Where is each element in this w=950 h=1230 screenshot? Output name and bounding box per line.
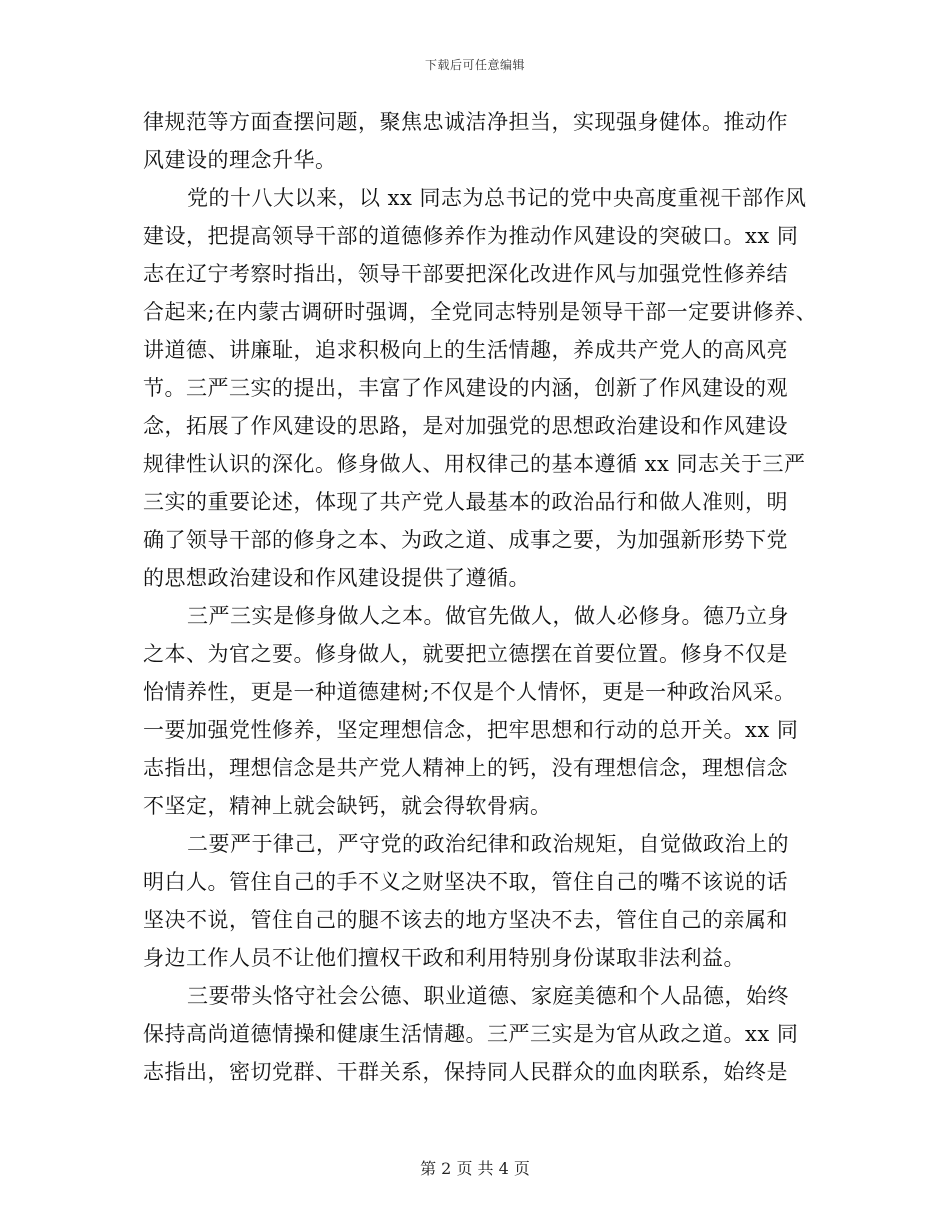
page-header: 下载后可任意编辑 — [424, 58, 525, 72]
text-line: 之本、为官之要。修身做人，就要把立德摆在首要位置。修身不仅是 — [143, 642, 788, 666]
text-line: 合起来;在内蒙古调研时强调，全党同志特别是领导干部一定要讲修养、 — [143, 300, 818, 324]
text-line: 坚决不说，管住自己的腿不该去的地方坚决不去，管住自己的亲属和 — [143, 908, 788, 932]
text-line: 念，拓展了作风建设的思路，是对加强党的思想政治建设和作风建设 — [143, 414, 788, 438]
text-line: 志指出，理想信念是共产党人精神上的钙，没有理想信念，理想信念 — [143, 756, 788, 780]
text-line: 节。三严三实的提出，丰富了作风建设的内涵，创新了作风建设的观 — [143, 376, 788, 400]
text-line: 规律性认识的深化。修身做人、用权律己的基本遵循 xx 同志关于三严 — [143, 452, 806, 476]
page-footer: 第 2 页 共 4 页 — [420, 1159, 530, 1178]
text-line: 三严三实是修身做人之本。做官先做人，做人必修身。德乃立身 — [187, 604, 789, 628]
text-line: 志指出，密切党群、干群关系，保持同人民群众的血肉联系，始终是 — [143, 1060, 788, 1084]
text-line: 的思想政治建设和作风建设提供了遵循。 — [143, 566, 530, 590]
text-line: 不坚定，精神上就会缺钙，就会得软骨病。 — [143, 794, 552, 818]
text-line: 确了领导干部的修身之本、为政之道、成事之要，为加强新形势下党 — [143, 528, 788, 552]
text-line: 二要严于律己，严守党的政治纪律和政治规矩，自觉做政治上的 — [187, 832, 789, 856]
document-body — [143, 103, 818, 1091]
text-line: 身边工作人员不让他们擅权干政和利用特别身份谋取非法利益。 — [143, 946, 745, 970]
text-line: 一要加强党性修养，坚定理想信念，把牢思想和行动的总开关。xx 同 — [143, 718, 799, 742]
text-line: 三实的重要论述，体现了共产党人最基本的政治品行和做人准则，明 — [143, 490, 788, 514]
text-line: 风建设的理念升华。 — [143, 148, 337, 172]
text-line: 建设，把提高领导干部的道德修养作为推动作风建设的突破口。xx 同 — [143, 224, 799, 248]
text-line: 志在辽宁考察时指出，领导干部要把深化改进作风与加强党性修养结 — [143, 262, 788, 286]
text-line: 明白人。管住自己的手不义之财坚决不取，管住自己的嘴不该说的话 — [143, 870, 788, 894]
text-line: 怡情养性，更是一种道德建树;不仅是个人情怀，更是一种政治风采。 — [143, 680, 796, 704]
text-line: 律规范等方面查摆问题，聚焦忠诚洁净担当，实现强身健体。推动作 — [143, 110, 788, 134]
text-line: 三要带头恪守社会公德、职业道德、家庭美德和个人品德，始终 — [187, 984, 789, 1008]
text-line: 讲道德、讲廉耻，追求积极向上的生活情趣，养成共产党人的高风亮 — [143, 338, 788, 362]
text-line: 党的十八大以来，以 xx 同志为总书记的党中央高度重视干部作风 — [187, 186, 807, 210]
text-line: 保持高尚道德情操和健康生活情趣。三严三实是为官从政之道。xx 同 — [143, 1022, 799, 1046]
